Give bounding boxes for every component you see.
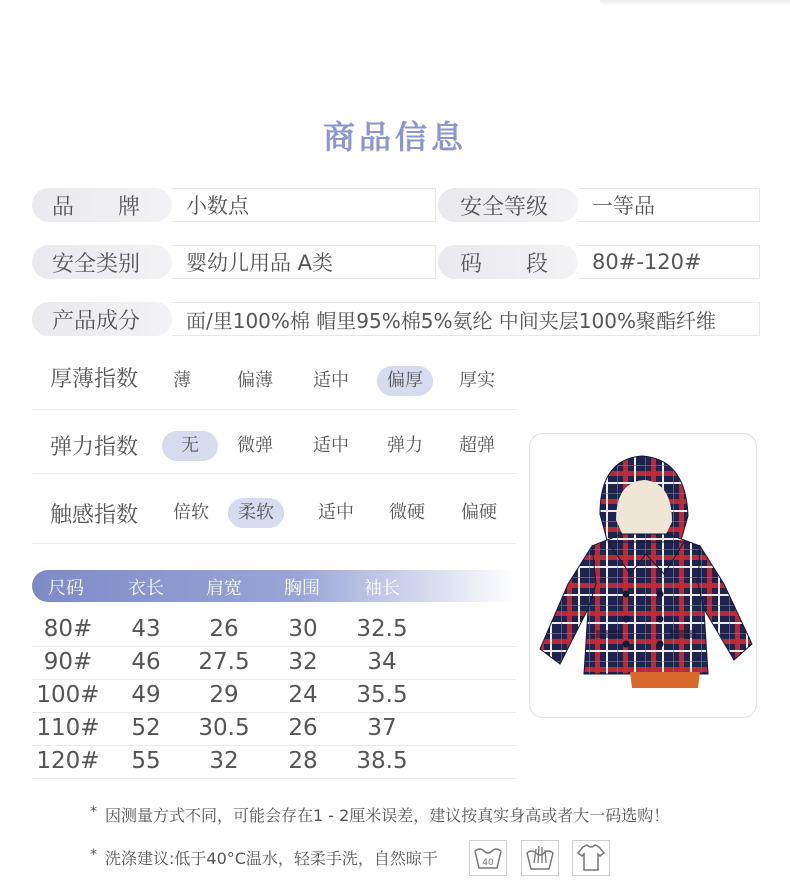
touch-option: 适中 xyxy=(318,502,354,523)
safety-category-label: 安全类别 xyxy=(32,245,172,279)
touch-index-label: 触感指数 xyxy=(50,503,139,528)
cell-shoulder: 30.5 xyxy=(198,715,250,741)
table-row xyxy=(32,746,516,779)
cell-size: 120# xyxy=(36,748,100,774)
cell-size: 110# xyxy=(36,715,100,741)
size-range-value: 80#-120# xyxy=(578,245,760,279)
brand-label: 品 牌 xyxy=(32,188,172,222)
composition-value: 面/里100%棉 帽里95%棉5%氨纶 中间夹层100%聚酯纤维 xyxy=(172,302,760,336)
header-sleeve: 袖长 xyxy=(364,578,400,599)
thickness-option: 偏薄 xyxy=(237,370,273,391)
table-row xyxy=(32,680,516,713)
header-chest: 胸围 xyxy=(284,578,320,599)
cell-shoulder: 27.5 xyxy=(198,649,250,675)
hand-wash-icon xyxy=(521,840,559,876)
header-shoulder: 肩宽 xyxy=(206,578,242,599)
touch-option: 偏硬 xyxy=(461,502,497,523)
cell-chest: 28 xyxy=(288,748,318,774)
info-row-composition xyxy=(32,302,760,336)
cell-chest: 26 xyxy=(288,715,318,741)
top-shadow-decoration xyxy=(600,0,790,6)
cell-length: 55 xyxy=(131,748,161,774)
cell-sleeve: 37 xyxy=(367,715,397,741)
safety-level-value: 一等品 xyxy=(578,188,760,222)
cell-chest: 32 xyxy=(288,649,318,675)
thickness-option-selected: 偏厚 xyxy=(377,366,433,396)
cell-sleeve: 35.5 xyxy=(356,682,408,708)
elasticity-option: 微弹 xyxy=(237,435,273,456)
safety-level-label: 安全等级 xyxy=(438,188,578,222)
note-star: * xyxy=(90,804,97,820)
header-size: 尺码 xyxy=(48,578,84,599)
size-range-label: 码 段 xyxy=(438,245,578,279)
wash-temp-label: 40 xyxy=(482,858,494,868)
cell-chest: 24 xyxy=(288,682,318,708)
info-row-category xyxy=(32,245,760,279)
table-row xyxy=(32,647,516,680)
cell-length: 49 xyxy=(131,682,161,708)
lay-flat-dry-icon xyxy=(572,840,610,876)
elasticity-index-row xyxy=(32,410,516,474)
cell-length: 46 xyxy=(131,649,161,675)
cell-size: 90# xyxy=(43,649,93,675)
touch-option-selected: 柔软 xyxy=(228,498,284,528)
composition-label: 产品成分 xyxy=(32,302,172,336)
elasticity-option: 适中 xyxy=(313,435,349,456)
thickness-index-row xyxy=(32,346,516,410)
touch-option: 倍软 xyxy=(173,502,209,523)
section-title: 商品信息 xyxy=(322,118,467,156)
wash-40-icon xyxy=(469,840,507,876)
cell-sleeve: 34 xyxy=(367,649,397,675)
cell-shoulder: 26 xyxy=(209,616,239,642)
thickness-option: 厚实 xyxy=(459,370,495,391)
cell-shoulder: 29 xyxy=(209,682,239,708)
wash-note-text: 洗涤建议:低于40°C温水，轻柔手洗，自然晾干 xyxy=(105,849,438,868)
product-photo-card xyxy=(529,433,757,718)
cell-length: 52 xyxy=(131,715,161,741)
elasticity-option-selected: 无 xyxy=(162,431,218,461)
cell-sleeve: 32.5 xyxy=(356,616,408,642)
thickness-index-label: 厚薄指数 xyxy=(50,367,139,392)
elasticity-option: 超弹 xyxy=(459,435,495,456)
cell-length: 43 xyxy=(131,616,161,642)
table-row xyxy=(32,614,516,647)
thickness-option: 薄 xyxy=(173,370,191,391)
info-row-brand xyxy=(32,188,760,222)
plaid-jacket-illustration xyxy=(530,434,757,718)
cell-size: 100# xyxy=(36,682,100,708)
touch-option: 微硬 xyxy=(389,502,425,523)
cell-sleeve: 38.5 xyxy=(356,748,408,774)
size-table-header xyxy=(32,570,516,602)
header-length: 衣长 xyxy=(128,578,164,599)
wash-note xyxy=(90,846,438,869)
brand-value: 小数点 xyxy=(172,188,436,222)
measurement-note-text: 因测量方式不同，可能会存在1 - 2厘米误差，建议按真实身高或者大一码选购！ xyxy=(105,806,670,825)
table-row xyxy=(32,713,516,746)
elasticity-index-label: 弹力指数 xyxy=(50,435,139,460)
note-star: * xyxy=(90,847,97,863)
touch-index-row xyxy=(32,474,516,544)
cell-chest: 30 xyxy=(288,616,318,642)
cell-shoulder: 32 xyxy=(209,748,239,774)
measurement-note xyxy=(90,803,669,826)
safety-category-value: 婴幼儿用品 A类 xyxy=(172,245,436,279)
cell-size: 80# xyxy=(43,616,93,642)
thickness-option: 适中 xyxy=(313,370,349,391)
elasticity-option: 弹力 xyxy=(387,435,423,456)
